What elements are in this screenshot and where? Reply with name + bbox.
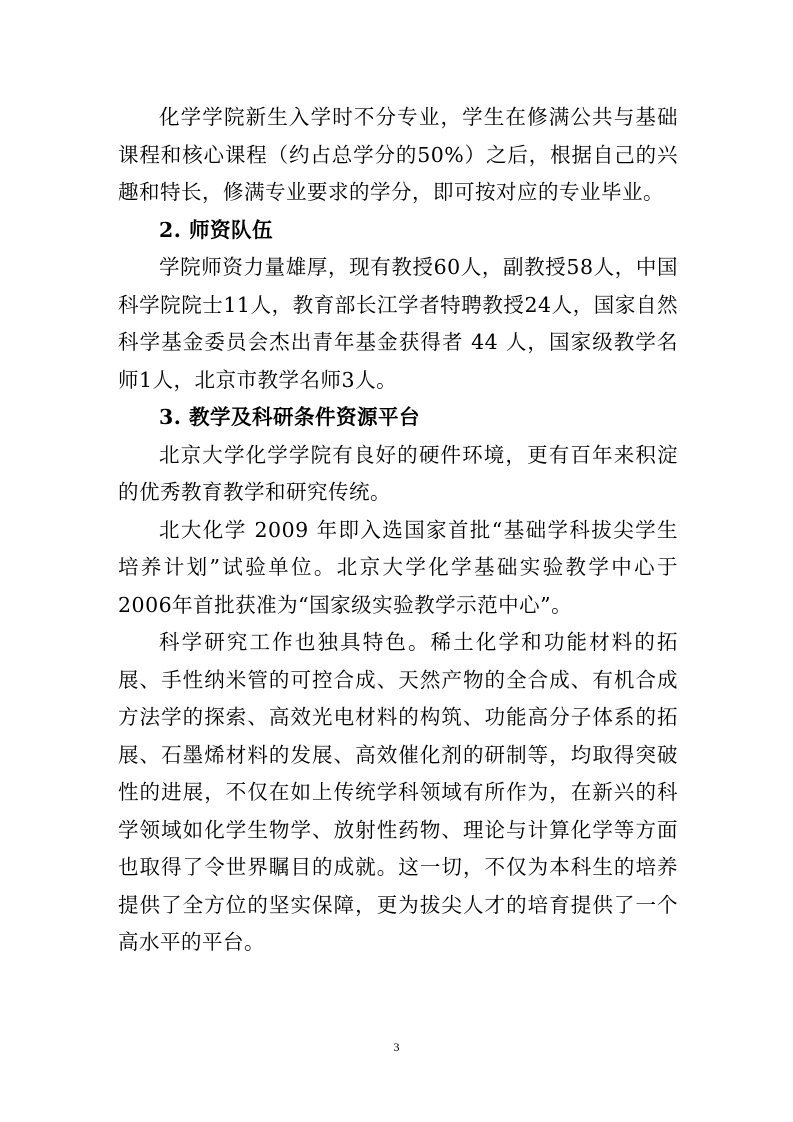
paragraph-environment: 北京大学化学学院有良好的硬件环境，更有百年来积淀的优秀教育教学和研究传统。 <box>118 442 678 504</box>
page-number: 3 <box>393 1040 400 1054</box>
section-heading-resources: 3. 教学及科研条件资源平台 <box>159 405 421 429</box>
section-heading-faculty: 2. 师资队伍 <box>159 217 274 242</box>
paragraph-curriculum: 化学学院新生入学时不分专业，学生在修满公共与基础课程和核心课程（约占总学分的50%）之后，根据自己的兴趣和特长，修满专业要求的学分，即可按对应的专业毕业。 <box>118 105 678 204</box>
paragraph-faculty: 学院师资力量雄厚，现有教授60人，副教授58人，中国科学院院士11人，教育部长江学者特聘教授24人，国家自然科学基金委员会杰出青年基金获得者 44 人，国家级教学名师1人，北京市教学名师3人。 <box>118 255 678 392</box>
paragraph-research: 科学研究工作也独具特色。稀土化学和功能材料的拓展、手性纳米管的可控合成、天然产物的全合成、有机合成方法学的探索、高效光电材料的构筑、功能高分子体系的拓展、石墨烯材料的发展、高效催化剂的研制等，均取得突破性的进展，不仅在如上传统学科领域有所作为，在新兴的科学领域如化学生物学、放射性药物、理论与计算化学等方面也取得了令世界瞩目的成就。这一切，不仅为本科生的培养提供了全方位的坚实保障，更为拔尖人才的培育提供了一个高水平的平台。 <box>118 630 678 954</box>
document-body <box>118 99 678 962</box>
paragraph-programs: 北大化学 2009 年即入选国家首批“基础学科拔尖学生培养计划”试验单位。北京大学化学基础实验教学中心于2006年首批获准为“国家级实验教学示范中心”。 <box>118 517 678 617</box>
